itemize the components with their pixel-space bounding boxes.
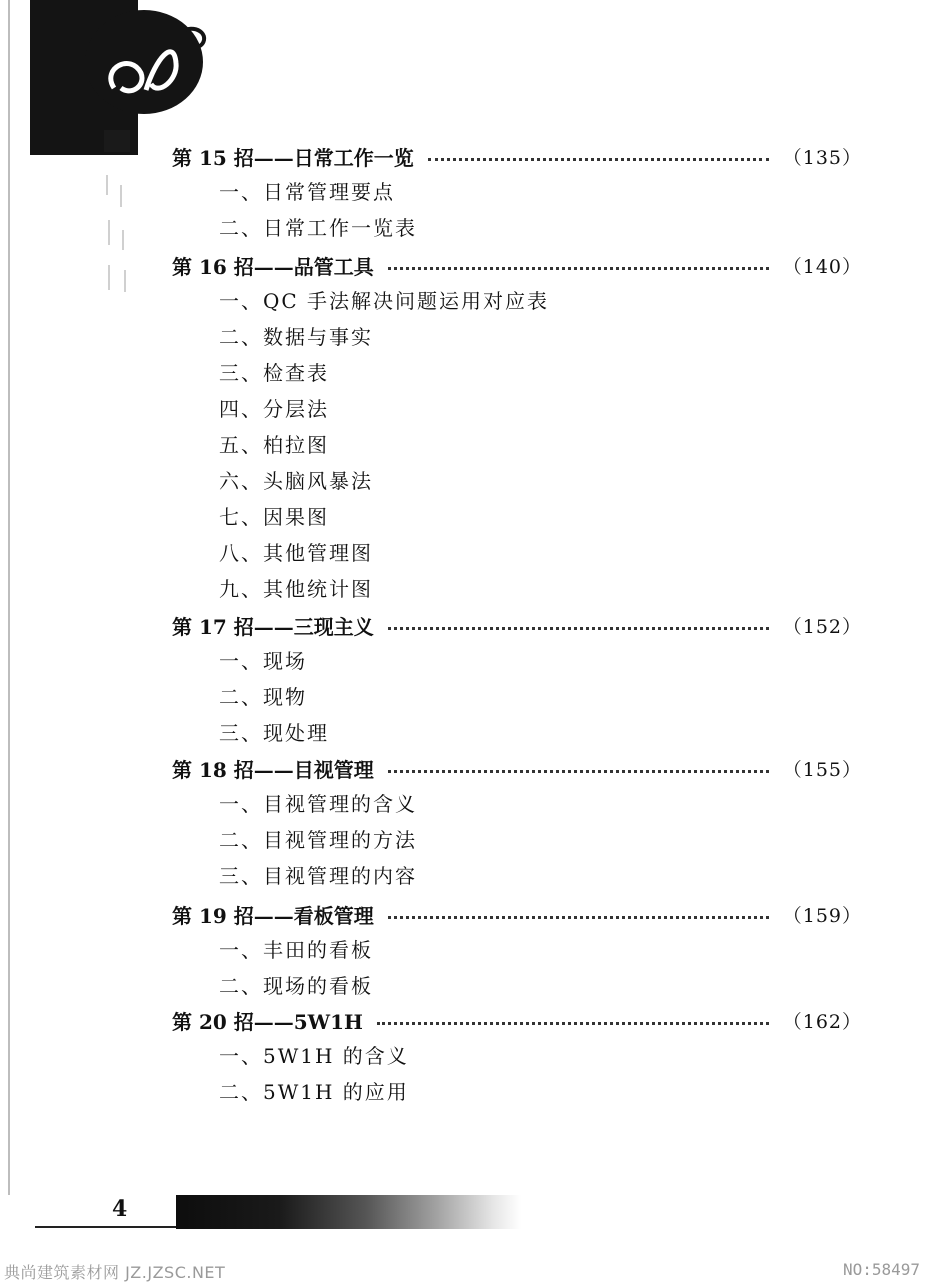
section-entry[interactable]: 二、5W1H 的应用 <box>219 1080 409 1104</box>
chapter-page-number: （159） <box>782 904 862 927</box>
section-entry[interactable]: 七、因果图 <box>219 505 329 529</box>
section-entry[interactable]: 三、目视管理的内容 <box>219 864 417 888</box>
chapter-title: 第 17 招——三现主义 <box>172 614 374 639</box>
section-entry[interactable]: 五、柏拉图 <box>219 433 329 457</box>
dot-leader <box>388 627 769 630</box>
section-entry[interactable]: 一、丰田的看板 <box>219 938 373 962</box>
section-entry[interactable]: 二、数据与事实 <box>219 325 373 349</box>
left-margin-rule <box>8 0 10 1195</box>
chapter-entry[interactable] <box>172 250 862 280</box>
section-entry[interactable]: 二、现物 <box>219 685 307 709</box>
section-entry[interactable]: 四、分层法 <box>219 397 329 421</box>
section-entry[interactable]: 一、QC 手法解决问题运用对应表 <box>219 289 550 313</box>
chapter-page-number: （162） <box>782 1010 862 1033</box>
section-entry[interactable]: 二、目视管理的方法 <box>219 828 417 852</box>
section-entry[interactable]: 三、检查表 <box>219 361 329 385</box>
chapter-title: 第 18 招——目视管理 <box>172 757 374 782</box>
section-entry[interactable]: 二、现场的看板 <box>219 974 373 998</box>
section-entry[interactable]: 一、5W1H 的含义 <box>219 1044 409 1068</box>
footer-rule <box>35 1226 180 1228</box>
dot-leader <box>388 770 769 773</box>
chapter-title: 第 20 招——5W1H <box>172 1009 363 1034</box>
chapter-entry[interactable] <box>172 899 862 929</box>
side-marks <box>100 130 140 300</box>
section-entry[interactable]: 一、现场 <box>219 649 307 673</box>
chapter-title: 第 15 招——日常工作一览 <box>172 145 414 170</box>
page-number: 4 <box>112 1196 128 1222</box>
dot-leader <box>377 1022 769 1025</box>
ornament-icon <box>96 18 216 108</box>
chapter-title: 第 16 招——品管工具 <box>172 254 374 279</box>
watermark-right: NO:58497 <box>842 1260 920 1279</box>
dot-leader <box>428 158 769 161</box>
chapter-entry[interactable] <box>172 610 862 640</box>
watermark-left: 典尚建筑素材网 JZ.JZSC.NET <box>4 1263 226 1282</box>
section-entry[interactable]: 八、其他管理图 <box>219 541 373 565</box>
section-entry[interactable]: 二、日常工作一览表 <box>219 216 417 240</box>
chapter-page-number: （152） <box>782 615 862 638</box>
chapter-page-number: （135） <box>782 146 862 169</box>
dot-leader <box>388 916 769 919</box>
chapter-entry[interactable] <box>172 753 862 783</box>
section-entry[interactable]: 九、其他统计图 <box>219 577 373 601</box>
chapter-page-number: （140） <box>782 255 862 278</box>
dot-leader <box>388 267 769 270</box>
chapter-page-number: （155） <box>782 758 862 781</box>
chapter-entry[interactable] <box>172 1005 862 1035</box>
chapter-title: 第 19 招——看板管理 <box>172 903 374 928</box>
section-entry[interactable]: 一、日常管理要点 <box>219 180 395 204</box>
section-entry[interactable]: 六、头脑风暴法 <box>219 469 373 493</box>
footer-gradient-bar <box>176 1195 521 1229</box>
section-entry[interactable]: 一、目视管理的含义 <box>219 792 417 816</box>
section-entry[interactable]: 三、现处理 <box>219 721 329 745</box>
chapter-entry[interactable] <box>172 141 862 171</box>
